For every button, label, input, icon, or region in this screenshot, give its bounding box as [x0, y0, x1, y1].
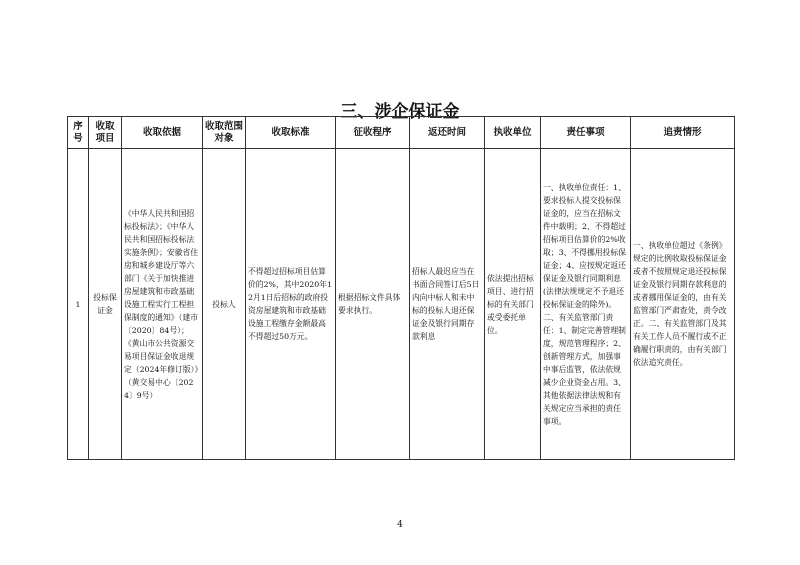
header-item: 收取项目: [89, 117, 122, 149]
fee-table: [67, 116, 735, 460]
page-title: 三、涉企保证金: [340, 102, 460, 122]
header-scope: 收取范围对象: [203, 117, 246, 149]
cell-item: 投标保证金: [89, 149, 122, 460]
header-refund-time: 返还时间: [410, 117, 485, 149]
cell-seq: 1: [68, 149, 89, 460]
header-seq: 序号: [68, 117, 89, 149]
cell-procedure: 根据招标文件具体要求执行。: [336, 149, 410, 460]
header-procedure: 征收程序: [336, 117, 410, 149]
table-row: [68, 149, 735, 460]
header-accountability: 追责情形: [631, 117, 735, 149]
cell-responsibility: 一、执收单位责任：1、要求投标人提交投标保证金的，应当在招标文件中载明；2、不得超过招标项目估算价的2%收取；3、不得挪用投标保证金；4、应按规定返还保证金及银行同期利息(法律法规规定不予退还投标保证金的除外)。二、有关监管部门责任：1、制定完善管理制度，规范管理程序；2、创新管理方式，加强事中事后监管，依法依规减少企业资金占用。3、其他依据法律法规和有关规定应当承担的责任事项。: [541, 149, 631, 460]
header-responsibility: 责任事项: [541, 117, 631, 149]
header-row: [68, 117, 735, 149]
header-standard: 收取标准: [246, 117, 336, 149]
header-basis: 收取依据: [122, 117, 203, 149]
cell-unit: 依法提出招标项目、进行招标的有关部门或受委托单位。: [485, 149, 541, 460]
cell-refund-time: 招标人最迟应当在书面合同签订后5日内向中标人和未中标的投标人退还保证金及银行同期存款利息: [410, 149, 485, 460]
cell-standard: 不得超过招标项目估算价的2%，其中2020年12月1日后招标的政府投资房屋建筑和市政基础设施工程缴存金额最高不得超过50万元。: [246, 149, 336, 460]
cell-basis: 《中华人民共和国招标投标法》；《中华人民共和国招标投标法实施条例》；安徽省住房和城乡建设厅等六部门《关于加快推进房屋建筑和市政基础设施工程实行工程担保制度的通知》（建市〔2020〕84号）；《黄山市公共资源交易项目保证金收退规定（2024年修订版）》（黄交易中心〔2024〕9号）: [122, 149, 203, 460]
page-number: 4: [397, 520, 403, 530]
cell-scope: 投标人: [203, 149, 246, 460]
cell-accountability: 一、执收单位超过《条例》规定的比例收取投标保证金或者不按照规定退还投标保证金及银行同期存款利息的或者挪用保证金的，由有关监管部门严肃查处，责令改正。二、有关监管部门及其有关工作人员不履行或不正确履行职责的，由有关部门依法追究责任。: [631, 149, 735, 460]
header-unit: 执收单位: [485, 117, 541, 149]
